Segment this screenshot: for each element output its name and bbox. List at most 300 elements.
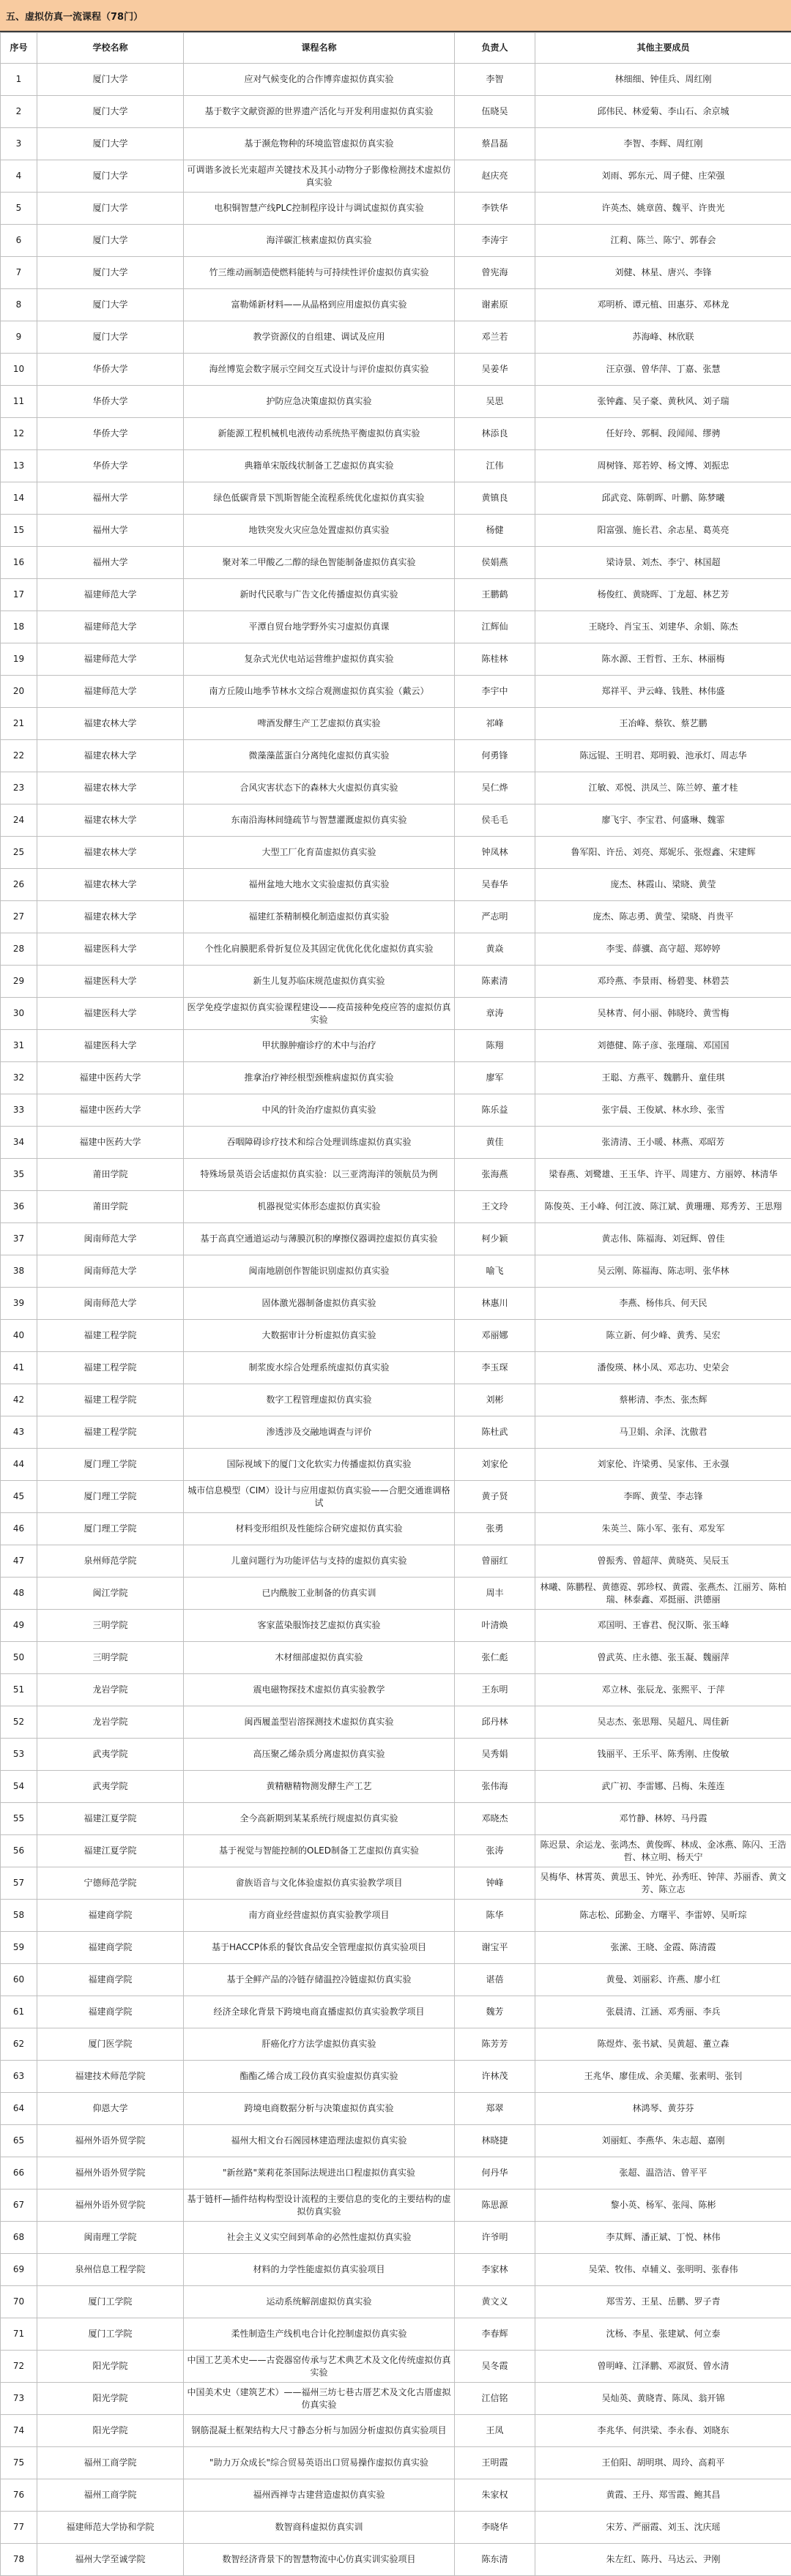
cell-lead: 吴冬霞 — [455, 2351, 535, 2383]
cell-school: 厦门大学 — [37, 160, 184, 193]
table-row — [1, 804, 791, 837]
cell-members: 吴荣、牧伟、卓辅义、张明明、张春伟 — [535, 2254, 791, 2286]
cell-course: 教学资源仪的自组建、调试及应用 — [184, 321, 455, 354]
table-row — [1, 1706, 791, 1739]
cell-course: 福州大相文台石阁园林建造理法虚拟仿真实验 — [184, 2125, 455, 2157]
cell-course: 典籍单宋版线状制备工艺虚拟仿真实验 — [184, 450, 455, 482]
cell-school: 厦门大学 — [37, 321, 184, 354]
cell-index: 74 — [1, 2415, 37, 2447]
table-row — [1, 2351, 791, 2383]
cell-members: 邓国明、王睿君、倪汉斯、张玉峰 — [535, 1610, 791, 1642]
cell-lead: 吴姜华 — [455, 354, 535, 386]
cell-school: 福建师范大学 — [37, 676, 184, 708]
cell-index: 26 — [1, 869, 37, 901]
table-row — [1, 386, 791, 418]
table-row — [1, 2254, 791, 2286]
cell-course: 震电磁物探技术虚拟仿真实验教学 — [184, 1674, 455, 1706]
table-row — [1, 1578, 791, 1610]
cell-lead: 张涛 — [455, 1835, 535, 1867]
cell-index: 78 — [1, 2544, 37, 2576]
cell-index: 72 — [1, 2351, 37, 2383]
cell-index: 7 — [1, 257, 37, 289]
cell-index: 29 — [1, 966, 37, 998]
cell-index: 42 — [1, 1384, 37, 1416]
cell-members: 张钟鑫、吴子豪、黄秋风、刘子瑞 — [535, 386, 791, 418]
cell-index: 69 — [1, 2254, 37, 2286]
cell-course: 甲状腺肿瘤诊疗的术中与治疗 — [184, 1030, 455, 1062]
header-lead: 负责人 — [455, 33, 535, 64]
cell-index: 60 — [1, 1964, 37, 1996]
cell-members: 李雯、薛骥、高守超、郑婷婷 — [535, 933, 791, 966]
cell-course: 复杂式光伏电站运营维护虚拟仿真实验 — [184, 643, 455, 676]
cell-lead: 王文玲 — [455, 1191, 535, 1223]
cell-index: 19 — [1, 643, 37, 676]
table-row — [1, 1191, 791, 1223]
table-row — [1, 901, 791, 933]
cell-course: 黄精糖精物测发酵生产工艺 — [184, 1771, 455, 1803]
cell-lead: 王凤 — [455, 2415, 535, 2447]
cell-members: 刘雨、郭东元、周子健、庄荣强 — [535, 160, 791, 193]
cell-course: 吞咽障碍诊疗技术和综合处理训练虚拟仿真实验 — [184, 1127, 455, 1159]
table-row — [1, 160, 791, 193]
table-row — [1, 869, 791, 901]
cell-course: 材料的力学性能虚拟仿真实验项目 — [184, 2254, 455, 2286]
cell-index: 15 — [1, 515, 37, 547]
section-title: 五、虚拟仿真一流课程（78门） — [0, 0, 791, 32]
cell-lead: 邓晓杰 — [455, 1803, 535, 1835]
table-row — [1, 998, 791, 1030]
cell-lead: 杨健 — [455, 515, 535, 547]
cell-course: 制浆废水综合处理系统虚拟仿真实验 — [184, 1352, 455, 1384]
cell-index: 62 — [1, 2028, 37, 2061]
cell-members: 林细细、钟佳兵、周红刚 — [535, 64, 791, 96]
cell-index: 70 — [1, 2286, 37, 2318]
cell-index: 37 — [1, 1223, 37, 1255]
table-row — [1, 2093, 791, 2125]
cell-course: 国际视域下的厦门文化软实力传播虚拟仿真实验 — [184, 1449, 455, 1481]
cell-school: 福州外语外贸学院 — [37, 2189, 184, 2222]
cell-members: 任好玲、郭桐、段闻闻、缪骋 — [535, 418, 791, 450]
course-table — [0, 32, 791, 2576]
cell-course: 福州盆地大地水文实验虚拟仿真实验 — [184, 869, 455, 901]
cell-members: 刘丽虹、李燕华、朱志超、嘉刚 — [535, 2125, 791, 2157]
cell-lead: 许林茂 — [455, 2061, 535, 2093]
cell-index: 11 — [1, 386, 37, 418]
cell-lead: 林添良 — [455, 418, 535, 450]
cell-school: 福建农林大学 — [37, 869, 184, 901]
cell-course: 个性化肩膜肥系骨折复位及其固定优优化优化虚拟仿真实验 — [184, 933, 455, 966]
cell-lead: 刘家伦 — [455, 1449, 535, 1481]
cell-members: 王晓玲、肖宝玉、刘建华、余娟、陈杰 — [535, 611, 791, 643]
cell-school: 厦门工学院 — [37, 2286, 184, 2318]
cell-lead: 江辉仙 — [455, 611, 535, 643]
cell-course: 医学免疫学虚拟仿真实验课程建设——疫苗接种免疫应答的虚拟仿真实验 — [184, 998, 455, 1030]
cell-lead: 吴思 — [455, 386, 535, 418]
cell-lead: 叶清焕 — [455, 1610, 535, 1642]
cell-lead: 何勇锋 — [455, 740, 535, 772]
table-row — [1, 1320, 791, 1352]
cell-index: 38 — [1, 1255, 37, 1288]
cell-school: 闽南师范大学 — [37, 1288, 184, 1320]
table-row — [1, 2125, 791, 2157]
cell-school: 厦门理工学院 — [37, 1481, 184, 1513]
cell-members: 吴梅华、林霄英、黄思玉、钟光、孙秀旺、钟萍、苏丽香、黄文芳、陈立志 — [535, 1867, 791, 1900]
cell-lead: 张勇 — [455, 1513, 535, 1545]
cell-members: 张晨清、江涵、邓秀丽、李兵 — [535, 1996, 791, 2028]
table-row — [1, 676, 791, 708]
cell-lead: 王鹏鹤 — [455, 579, 535, 611]
cell-course: 基于高真空通道运动与薄膜沉积的摩擦仪器调控虚拟仿真实验 — [184, 1223, 455, 1255]
cell-index: 46 — [1, 1513, 37, 1545]
cell-course: 护防应急决策虚拟仿真实验 — [184, 386, 455, 418]
table-row — [1, 128, 791, 160]
cell-school: 厦门大学 — [37, 128, 184, 160]
table-row — [1, 1255, 791, 1288]
cell-members: 郑祥平、尹云峰、钱胜、林伟盛 — [535, 676, 791, 708]
cell-members: 周树锋、郑若婷、杨文博、刘振忠 — [535, 450, 791, 482]
table-row — [1, 1900, 791, 1932]
cell-school: 福建工程学院 — [37, 1416, 184, 1449]
cell-index: 65 — [1, 2125, 37, 2157]
cell-school: 福建师范大学协和学院 — [37, 2512, 184, 2544]
table-row — [1, 2286, 791, 2318]
cell-index: 8 — [1, 289, 37, 321]
cell-members: 刘健、林星、唐兴、李锋 — [535, 257, 791, 289]
cell-school: 阳光学院 — [37, 2415, 184, 2447]
cell-index: 48 — [1, 1578, 37, 1610]
cell-school: 仰恩大学 — [37, 2093, 184, 2125]
cell-lead: 谌蓓 — [455, 1964, 535, 1996]
table-row — [1, 1223, 791, 1255]
cell-lead: 何丹华 — [455, 2157, 535, 2189]
cell-lead: 李家林 — [455, 2254, 535, 2286]
table-row — [1, 2512, 791, 2544]
cell-lead: 严志明 — [455, 901, 535, 933]
cell-index: 31 — [1, 1030, 37, 1062]
cell-course: 中风的针灸治疗虚拟仿真实验 — [184, 1094, 455, 1127]
cell-school: 福建农林大学 — [37, 708, 184, 740]
cell-index: 41 — [1, 1352, 37, 1384]
cell-members: 林鸿琴、黄芬芬 — [535, 2093, 791, 2125]
cell-index: 55 — [1, 1803, 37, 1835]
cell-members: 蔡彬清、李杰、张杰辉 — [535, 1384, 791, 1416]
table-row — [1, 708, 791, 740]
table-row — [1, 643, 791, 676]
cell-lead: 黄佳 — [455, 1127, 535, 1159]
cell-index: 49 — [1, 1610, 37, 1642]
table-row — [1, 2479, 791, 2512]
cell-course: 固体激光器制备虚拟仿真实验 — [184, 1288, 455, 1320]
cell-course: 闽西履盖型岩溶探测技术虚拟仿真实验 — [184, 1706, 455, 1739]
cell-lead: 邓丽娜 — [455, 1320, 535, 1352]
cell-lead: 吴春华 — [455, 869, 535, 901]
table-row — [1, 1739, 791, 1771]
cell-school: 福建技术师范学院 — [37, 2061, 184, 2093]
cell-school: 福建农林大学 — [37, 772, 184, 804]
cell-index: 50 — [1, 1642, 37, 1674]
table-row — [1, 1352, 791, 1384]
cell-course: 竹三维动画制造使燃料能转与可持续性评价虚拟仿真实验 — [184, 257, 455, 289]
cell-lead: 黄文义 — [455, 2286, 535, 2318]
cell-members: 朱左红、陈丹、马达云、尹刚 — [535, 2544, 791, 2576]
cell-index: 4 — [1, 160, 37, 193]
cell-course: 已内酰胺工业制备的仿真实训 — [184, 1578, 455, 1610]
cell-school: 莆田学院 — [37, 1191, 184, 1223]
cell-index: 23 — [1, 772, 37, 804]
cell-lead: 许爷明 — [455, 2222, 535, 2254]
cell-school: 福州大学 — [37, 482, 184, 515]
cell-index: 24 — [1, 804, 37, 837]
cell-lead: 章涛 — [455, 998, 535, 1030]
cell-index: 39 — [1, 1288, 37, 1320]
cell-lead: 谢宝平 — [455, 1932, 535, 1964]
cell-school: 福建工程学院 — [37, 1384, 184, 1416]
cell-index: 52 — [1, 1706, 37, 1739]
cell-course: 推拿治疗神经根型颈椎病虚拟仿真实验 — [184, 1062, 455, 1094]
table-row — [1, 740, 791, 772]
cell-school: 厦门大学 — [37, 193, 184, 225]
table-row — [1, 482, 791, 515]
cell-index: 2 — [1, 96, 37, 128]
cell-course: 儿童问题行为功能评估与支持的虚拟仿真实验 — [184, 1545, 455, 1578]
table-row — [1, 611, 791, 643]
cell-members: 邓立林、张辰龙、张熙平、于萍 — [535, 1674, 791, 1706]
cell-index: 77 — [1, 2512, 37, 2544]
cell-members: 王伯阳、胡明琪、周玲、高莉平 — [535, 2447, 791, 2479]
cell-members: 庞杰、陈志勇、黄莹、梁晓、肖贵平 — [535, 901, 791, 933]
cell-course: 合风灾害状态下的森林大火虚拟仿真实验 — [184, 772, 455, 804]
cell-course: 跨境电商数据分析与决策虚拟仿真实验 — [184, 2093, 455, 2125]
cell-members: 陈迟景、余运龙、张鸿杰、黄俊晖、林成、金冰燕、陈闪、王浩哲、林立明、杨天宁 — [535, 1835, 791, 1867]
cell-school: 福建商学院 — [37, 1900, 184, 1932]
table-row — [1, 1159, 791, 1191]
cell-school: 福州大学 — [37, 515, 184, 547]
cell-lead: 陈桂林 — [455, 643, 535, 676]
cell-lead: 黄子贤 — [455, 1481, 535, 1513]
cell-members: 邱武竞、陈朝晖、叶鹏、陈梦曦 — [535, 482, 791, 515]
cell-school: 福州大学 — [37, 547, 184, 579]
cell-course: 经济全球化背景下跨境电商直播虚拟仿真实验教学项目 — [184, 1996, 455, 2028]
table-row — [1, 2383, 791, 2415]
cell-index: 71 — [1, 2318, 37, 2351]
cell-members: 曾明峰、江泽鹏、邓淑贤、曾水清 — [535, 2351, 791, 2383]
cell-index: 21 — [1, 708, 37, 740]
cell-members: 王兆华、廖佳成、余美耀、张素明、张钊 — [535, 2061, 791, 2093]
cell-school: 福建医科大学 — [37, 1030, 184, 1062]
cell-school: 闽江学院 — [37, 1578, 184, 1610]
cell-lead: 陈芳芳 — [455, 2028, 535, 2061]
cell-school: 泉州信息工程学院 — [37, 2254, 184, 2286]
cell-school: 福建工程学院 — [37, 1352, 184, 1384]
cell-index: 56 — [1, 1835, 37, 1867]
cell-course: 应对气候变化的合作博弈虚拟仿真实验 — [184, 64, 455, 96]
cell-course: 数智商科虚拟仿真实训 — [184, 2512, 455, 2544]
table-row — [1, 321, 791, 354]
cell-members: 陈煜炸、张书斌、吴黄超、董立森 — [535, 2028, 791, 2061]
cell-members: 苏海峰、林欣联 — [535, 321, 791, 354]
cell-lead: 蔡昌磊 — [455, 128, 535, 160]
cell-members: 王冶峰、蔡钦、蔡艺鹏 — [535, 708, 791, 740]
cell-school: 福建师范大学 — [37, 643, 184, 676]
cell-course: 平潭自贸台地学野外实习虚拟仿真课 — [184, 611, 455, 643]
cell-index: 45 — [1, 1481, 37, 1513]
cell-index: 9 — [1, 321, 37, 354]
cell-members: 李晖、黄莹、李志锋 — [535, 1481, 791, 1513]
cell-school: 福州工商学院 — [37, 2447, 184, 2479]
cell-school: 福州外语外贸学院 — [37, 2125, 184, 2157]
cell-course: 基于濒危物种的环境监管虚拟仿真实验 — [184, 128, 455, 160]
cell-school: 龙岩学院 — [37, 1706, 184, 1739]
table-row — [1, 1094, 791, 1127]
cell-index: 51 — [1, 1674, 37, 1706]
cell-index: 32 — [1, 1062, 37, 1094]
cell-index: 43 — [1, 1416, 37, 1449]
cell-school: 福建农林大学 — [37, 804, 184, 837]
cell-lead: 赵庆亮 — [455, 160, 535, 193]
cell-lead: 王明霞 — [455, 2447, 535, 2479]
cell-course: 渗透涉及交融地调查与评价 — [184, 1416, 455, 1449]
cell-lead: 曾宪海 — [455, 257, 535, 289]
cell-course: 基于全鲜产品的冷链存储温控冷链虚拟仿真实验 — [184, 1964, 455, 1996]
cell-index: 28 — [1, 933, 37, 966]
cell-course: 木材细部虚拟仿真实验 — [184, 1642, 455, 1674]
cell-members: 曾武英、庄永德、张玉凝、魏丽萍 — [535, 1642, 791, 1674]
cell-school: 福建中医药大学 — [37, 1094, 184, 1127]
table-row — [1, 1384, 791, 1416]
cell-school: 厦门医学院 — [37, 2028, 184, 2061]
cell-index: 58 — [1, 1900, 37, 1932]
cell-members: 许英杰、姚章茵、魏平、许贵光 — [535, 193, 791, 225]
cell-school: 厦门大学 — [37, 96, 184, 128]
cell-members: 陈立新、何少峰、黄秀、吴宏 — [535, 1320, 791, 1352]
table-row — [1, 966, 791, 998]
table-row — [1, 2061, 791, 2093]
cell-school: 武夷学院 — [37, 1739, 184, 1771]
header-members: 其他主要成员 — [535, 33, 791, 64]
table-row — [1, 1674, 791, 1706]
cell-lead: 曾丽红 — [455, 1545, 535, 1578]
cell-course: 啤酒发酵生产工艺虚拟仿真实验 — [184, 708, 455, 740]
cell-school: 福建工程学院 — [37, 1320, 184, 1352]
cell-index: 44 — [1, 1449, 37, 1481]
cell-members: 李苁辉、潘正斌、丁悦、林伟 — [535, 2222, 791, 2254]
cell-school: 闽南师范大学 — [37, 1223, 184, 1255]
table-row — [1, 1416, 791, 1449]
cell-members: 曾振秀、曾超萍、黄晓英、吴辰玉 — [535, 1545, 791, 1578]
cell-school: 福建中医药大学 — [37, 1127, 184, 1159]
cell-members: 吴云刚、陈福海、陈志明、张华林 — [535, 1255, 791, 1288]
table-row — [1, 1062, 791, 1094]
cell-lead: 吴仁烨 — [455, 772, 535, 804]
header-index: 序号 — [1, 33, 37, 64]
cell-school: 福建师范大学 — [37, 579, 184, 611]
cell-course: 大型工厂化育苗虚拟仿真实验 — [184, 837, 455, 869]
cell-course: 畲族语音与文化体验虚拟仿真实验教学项目 — [184, 1867, 455, 1900]
cell-members: 陈水源、王哲哲、王东、林丽梅 — [535, 643, 791, 676]
cell-members: 刘德健、陈子彦、张瑾瑞、邓国国 — [535, 1030, 791, 1062]
cell-lead: 陈素清 — [455, 966, 535, 998]
cell-index: 14 — [1, 482, 37, 515]
cell-members: 陈俊英、王小峰、何江波、陈江斌、黄珊珊、郑秀芳、王思翔 — [535, 1191, 791, 1223]
cell-index: 59 — [1, 1932, 37, 1964]
cell-course: 可调谐多波长光束超声关键技术及其小动物分子影像检测技术虚拟仿真实验 — [184, 160, 455, 193]
cell-course: 新生儿复苏临床规范虚拟仿真实验 — [184, 966, 455, 998]
cell-school: 福建商学院 — [37, 1996, 184, 2028]
table-row — [1, 933, 791, 966]
cell-members: 李燕、杨伟兵、何天民 — [535, 1288, 791, 1320]
table-row — [1, 1996, 791, 2028]
cell-course: 数智经济背景下的智慧物流中心仿真实训实验项目 — [184, 2544, 455, 2576]
cell-school: 华侨大学 — [37, 418, 184, 450]
cell-index: 75 — [1, 2447, 37, 2479]
table-row — [1, 1803, 791, 1835]
cell-members: 江莉、陈兰、陈宁、郭春会 — [535, 225, 791, 257]
cell-course: 中国美术史（建筑艺术）——福州三坊七巷古厝艺术及文化古厝虚拟仿真实验 — [184, 2383, 455, 2415]
cell-index: 61 — [1, 1996, 37, 2028]
cell-lead: 廖军 — [455, 1062, 535, 1094]
table-row — [1, 64, 791, 96]
table-row — [1, 1288, 791, 1320]
cell-index: 16 — [1, 547, 37, 579]
cell-lead: 陈东清 — [455, 2544, 535, 2576]
cell-lead: 王东明 — [455, 1674, 535, 1706]
cell-school: 厦门大学 — [37, 64, 184, 96]
table-row — [1, 1642, 791, 1674]
cell-lead: 陈乐益 — [455, 1094, 535, 1127]
cell-school: 华侨大学 — [37, 450, 184, 482]
cell-index: 35 — [1, 1159, 37, 1191]
table-row — [1, 1545, 791, 1578]
table-row — [1, 354, 791, 386]
cell-members: 吴灿英、黄晓青、陈凤、翁开锦 — [535, 2383, 791, 2415]
cell-school: 福建农林大学 — [37, 901, 184, 933]
cell-members: 吴林青、何小丽、韩晓玲、黄雪梅 — [535, 998, 791, 1030]
cell-index: 10 — [1, 354, 37, 386]
cell-school: 福建商学院 — [37, 1964, 184, 1996]
cell-index: 34 — [1, 1127, 37, 1159]
cell-course: 基于数字文献资源的世界遗产活化与开发利用虚拟仿真实验 — [184, 96, 455, 128]
cell-members: 张超、温浩洁、曾平平 — [535, 2157, 791, 2189]
cell-index: 6 — [1, 225, 37, 257]
cell-lead: 喻飞 — [455, 1255, 535, 1288]
cell-lead: 郑翠 — [455, 2093, 535, 2125]
cell-members: 陈远锟、王明君、郑明毅、池承灯、周志华 — [535, 740, 791, 772]
cell-lead: 魏芳 — [455, 1996, 535, 2028]
cell-members: 庞杰、林霞山、梁晓、黄莹 — [535, 869, 791, 901]
cell-lead: 张仁彪 — [455, 1642, 535, 1674]
cell-members: 阳富强、施长君、余志星、葛英亮 — [535, 515, 791, 547]
cell-course: 数字工程管理虚拟仿真实验 — [184, 1384, 455, 1416]
cell-members: 邱伟民、林爱菊、李山石、余京城 — [535, 96, 791, 128]
cell-course: 柔性制造生产线机电合计化控制虚拟仿真实验 — [184, 2318, 455, 2351]
table-row — [1, 1964, 791, 1996]
cell-course: 基于链杆—插件结构构型设计流程的主要信息的变化的主要结构的虚拟仿真实验 — [184, 2189, 455, 2222]
cell-index: 18 — [1, 611, 37, 643]
cell-lead: 侯毛毛 — [455, 804, 535, 837]
cell-members: 马卫娟、余泽、沈傲君 — [535, 1416, 791, 1449]
cell-lead: 钟凤林 — [455, 837, 535, 869]
cell-members: 沈杨、李星、张建斌、何立泰 — [535, 2318, 791, 2351]
cell-lead: 李春辉 — [455, 2318, 535, 2351]
cell-index: 20 — [1, 676, 37, 708]
cell-lead: 李智 — [455, 64, 535, 96]
cell-school: 华侨大学 — [37, 354, 184, 386]
table-row — [1, 2447, 791, 2479]
cell-school: 福建农林大学 — [37, 837, 184, 869]
cell-school: 厦门大学 — [37, 289, 184, 321]
cell-school: 福建江夏学院 — [37, 1835, 184, 1867]
cell-members: 邓竹静、林婷、马丹霞 — [535, 1803, 791, 1835]
